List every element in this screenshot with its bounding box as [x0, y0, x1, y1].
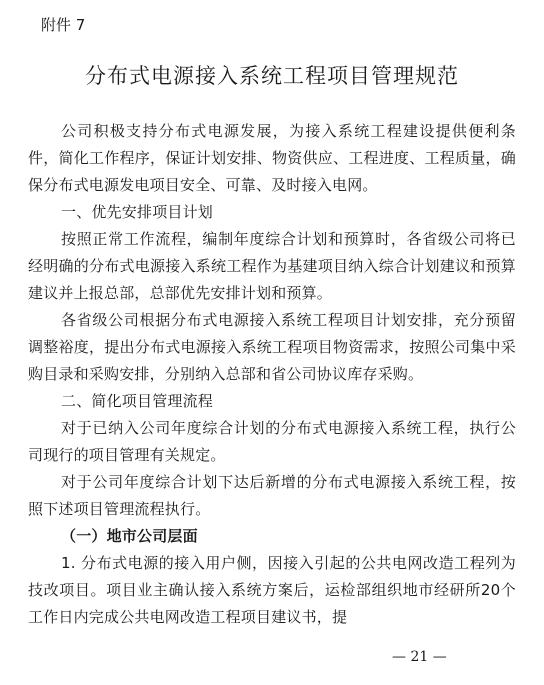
sub-heading-city-company: （一）地市公司层面 [61, 527, 198, 545]
paragraph: 对于已纳入公司年度综合计划的分布式电源接入系统工程，执行公司现行的项目管理有关规定。 [28, 419, 516, 464]
section-heading-1: 一、优先安排项目计划 [61, 203, 214, 221]
page-number: — 21 — [392, 649, 447, 665]
attachment-label: 附件 7 [41, 16, 86, 34]
document-title: 分布式电源接入系统工程项目管理规范 [85, 64, 459, 88]
document-body [28, 118, 516, 631]
paragraph: 对于公司年度综合计划下达后新增的分布式电源接入系统工程，按照下述项目管理流程执行。 [28, 473, 516, 518]
paragraph: 各省级公司根据分布式电源接入系统工程项目计划安排，充分预留调整裕度，提出分布式电源接入系统工程项目物资需求，按照公司集中采购目录和采购安排，分别纳入总部和省公司协议库存采购。 [28, 311, 516, 383]
paragraph: 按照正常工作流程，编制年度综合计划和预算时，各省级公司将已经明确的分布式电源接入系统工程作为基建项目纳入综合计划建议和预算建议并上报总部，总部优先安排计划和预算。 [28, 230, 516, 302]
section-heading-2: 二、简化项目管理流程 [61, 392, 214, 410]
paragraph-intro: 公司积极支持分布式电源发展，为接入系统工程建设提供便利条件，简化工作程序，保证计划安排、物资供应、工程进度、工程质量，确保分布式电源发电项目安全、可靠、及时接入电网。 [28, 122, 516, 194]
paragraph-item-1: 1. 分布式电源的接入用户侧，因接入引起的公共电网改造工程列为技改项目。项目业主确认接入系统方案后，运检部组织地市经研所20个工作日内完成公共电网改造工程项目建议书，提 [28, 554, 516, 626]
